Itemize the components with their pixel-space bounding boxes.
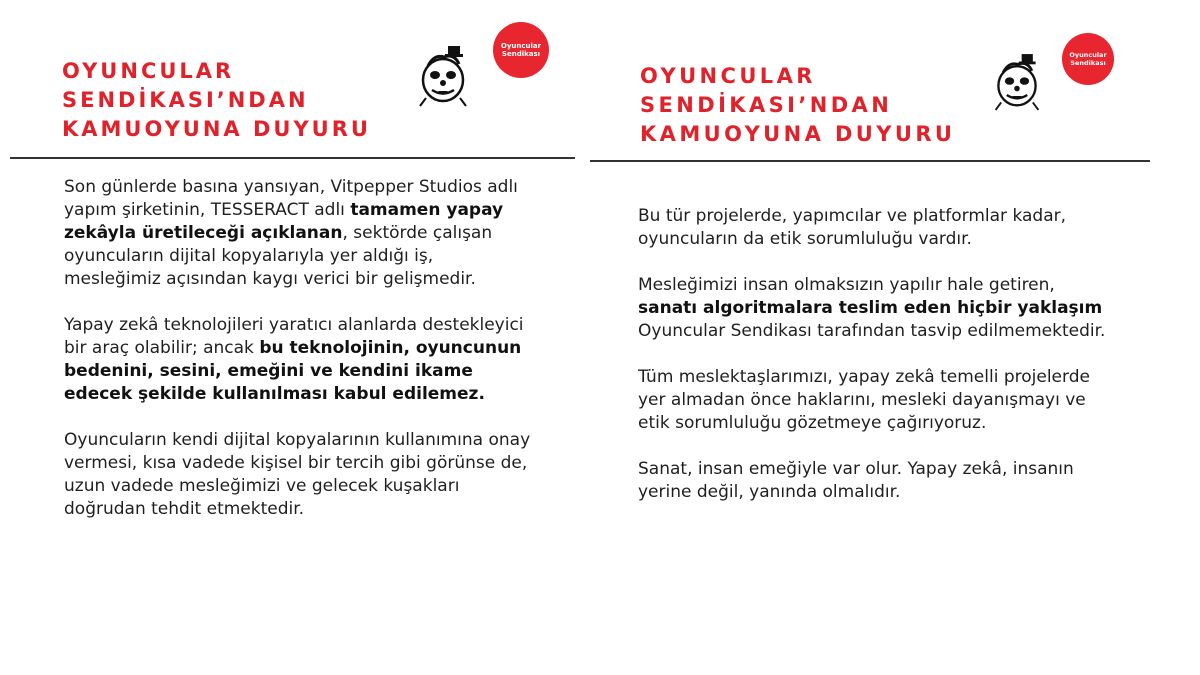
paragraph: Yapay zekâ teknolojileri yaratıcı alanlarda destekleyici bir araç olabilir; ancak bu teknolojinin, oyuncunun bedenini, sesini, emeğini ve kendini ikame edecek şekilde kullanılması kabul edilemez. bbox=[64, 315, 524, 404]
title-line-1: OYUNCULAR bbox=[62, 59, 235, 83]
paragraph: Son günlerde basına yansıyan, Vitpepper Studios adlı yapım şirketinin, TESSERACT adlı tamamen yapay zekâyla üretileceği açıklanan, sektörde çalışan oyuncuların dijital kopyalarıyla yer aldığı iş, mesleğimiz açısından kaygı verici bir gelişmedir. bbox=[64, 177, 518, 289]
paragraph: Sanat, insan emeğiyle var olur. Yapay zekâ, insanın yerine değil, yanında olmalıdır. bbox=[638, 459, 1074, 502]
title-line-3: KAMUOYUNA DUYURU bbox=[62, 117, 371, 141]
announcement-body bbox=[64, 176, 534, 544]
badge-line-1: Oyuncular bbox=[1069, 51, 1107, 59]
paragraph: Oyuncuların kendi dijital kopyalarının kullanımına onay vermesi, kısa vadede kişisel bir tercih gibi görünse de, uzun vadede mesleğimizi ve gelecek kuşakları doğrudan tehdit etmektedir. bbox=[64, 430, 531, 519]
paragraph: Bu tür projelerde, yapımcılar ve platformlar kadar, oyuncuların da etik sorumluluğu vardır. bbox=[638, 206, 1067, 249]
announcement-page-left bbox=[0, 0, 590, 675]
union-logo-badge bbox=[1062, 33, 1114, 85]
paragraph: Mesleğimizi insan olmaksızın yapılır hale getiren, sanatı algoritmalara teslim eden hiçbir yaklaşım Oyuncular Sendikası tarafından tasvip edilmemektedir. bbox=[638, 275, 1106, 341]
union-logo-badge bbox=[493, 22, 549, 78]
title-divider bbox=[10, 157, 575, 159]
badge-line-2: Sendikası bbox=[501, 50, 541, 58]
title-divider bbox=[590, 160, 1150, 162]
title-line-2: SENDİKASI’NDAN bbox=[62, 88, 309, 112]
paragraph: Tüm meslektaşlarımızı, yapay zekâ temelli projelerde yer almadan önce haklarını, mesleki dayanışmayı ve etik sorumluluğu gözetmeye çağırıyoruz. bbox=[638, 367, 1090, 433]
badge-line-2: Sendikası bbox=[1070, 59, 1106, 67]
clown-mascot-icon bbox=[990, 52, 1044, 112]
announcement-page-right bbox=[590, 0, 1200, 675]
announcement-body bbox=[638, 205, 1108, 527]
announcement-title bbox=[62, 57, 371, 144]
title-line-3: KAMUOYUNA DUYURU bbox=[640, 122, 956, 146]
badge-line-1: Oyuncular bbox=[500, 42, 542, 50]
title-line-1: OYUNCULAR bbox=[640, 64, 816, 88]
title-line-2: SENDİKASI’NDAN bbox=[640, 93, 893, 117]
clown-mascot-icon bbox=[414, 44, 472, 108]
announcement-title bbox=[640, 62, 955, 149]
